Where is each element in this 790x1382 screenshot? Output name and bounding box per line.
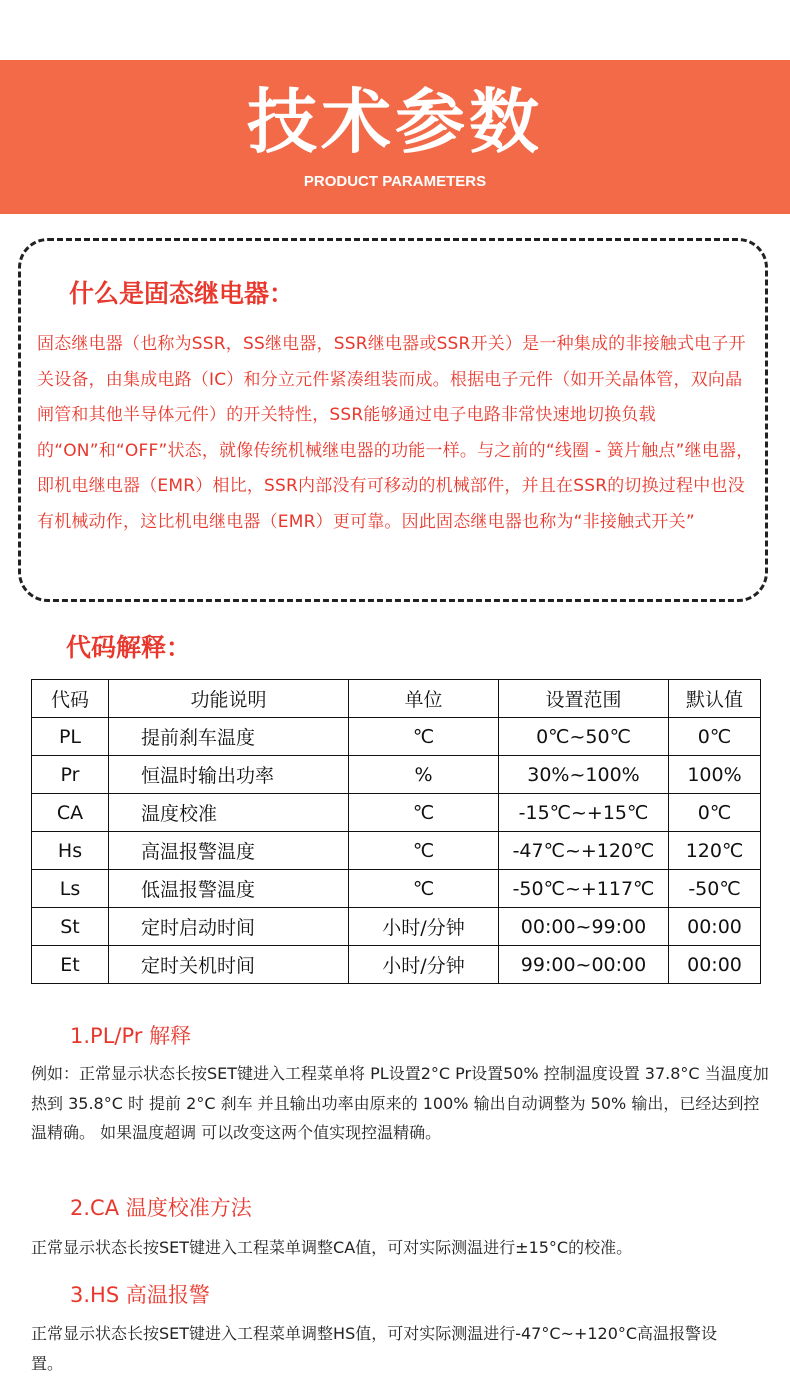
cell-default: 0℃ bbox=[669, 718, 761, 756]
cell-default: 100% bbox=[669, 756, 761, 794]
table-row bbox=[32, 908, 761, 946]
code-table bbox=[31, 679, 761, 984]
table-row bbox=[32, 718, 761, 756]
cell-code: Et bbox=[32, 946, 109, 984]
cell-unit: 小时/分钟 bbox=[349, 946, 499, 984]
table-row bbox=[32, 756, 761, 794]
header-range: 设置范围 bbox=[499, 680, 669, 718]
cell-function: 恒温时输出功率 bbox=[109, 756, 349, 794]
cell-function: 高温报警温度 bbox=[109, 832, 349, 870]
cell-code: Ls bbox=[32, 870, 109, 908]
header-function: 功能说明 bbox=[109, 680, 349, 718]
cell-code: Pr bbox=[32, 756, 109, 794]
cell-code: PL bbox=[32, 718, 109, 756]
table-row bbox=[32, 870, 761, 908]
page-title: 技术参数 bbox=[247, 81, 543, 163]
cell-default: -50℃ bbox=[669, 870, 761, 908]
cell-unit: ℃ bbox=[349, 718, 499, 756]
cell-code: Hs bbox=[32, 832, 109, 870]
code-section-title: 代码解释： bbox=[66, 633, 192, 662]
table-row bbox=[32, 794, 761, 832]
cell-unit: ℃ bbox=[349, 870, 499, 908]
cell-default: 00:00 bbox=[669, 946, 761, 984]
cell-range: 99:00~00:00 bbox=[499, 946, 669, 984]
page-subtitle: PRODUCT PARAMETERS bbox=[303, 173, 487, 190]
cell-range: 30%~100% bbox=[499, 756, 669, 794]
cell-function: 定时关机时间 bbox=[109, 946, 349, 984]
cell-code: St bbox=[32, 908, 109, 946]
cell-unit: % bbox=[349, 756, 499, 794]
cell-default: 0℃ bbox=[669, 794, 761, 832]
header-code: 代码 bbox=[32, 680, 109, 718]
cell-function: 低温报警温度 bbox=[109, 870, 349, 908]
cell-default: 120℃ bbox=[669, 832, 761, 870]
cell-unit: 小时/分钟 bbox=[349, 908, 499, 946]
note-pl-pr-title: 1.PL/Pr 解释 bbox=[70, 1024, 192, 1048]
cell-range: 0℃~50℃ bbox=[499, 718, 669, 756]
cell-function: 定时启动时间 bbox=[109, 908, 349, 946]
cell-range: -15℃~+15℃ bbox=[499, 794, 669, 832]
note-hs-title: 3.HS 高温报警 bbox=[70, 1283, 210, 1307]
ssr-intro-box bbox=[18, 238, 768, 602]
cell-range: -47℃~+120℃ bbox=[499, 832, 669, 870]
ssr-intro-paragraph: 固态继电器（也称为SSR，SS继电器，SSR继电器或SSR开关）是一种集成的非接触式电子开关设备，由集成电路（IC）和分立元件紧凑组装而成。根据电子元件（如开关晶体管，双向晶闸管和其他半导体元件）的开关特性，SSR能够通过电子电路非常快速地切换负载的“ON”和“OFF”状态，就像传统机械继电器的功能一样。与之前的“线圈 - 簧片触点”继电器，即机电继电器（EMR）相比，SSR内部没有可移动的机械部件，并且在SSR的切换过程中也没有机械动作，这比机电继电器（EMR）更可靠。因此固态继电器也称为“非接触式开关” bbox=[37, 334, 754, 532]
table-row bbox=[32, 832, 761, 870]
table-header-row bbox=[32, 680, 761, 718]
cell-unit: ℃ bbox=[349, 794, 499, 832]
cell-unit: ℃ bbox=[349, 832, 499, 870]
cell-function: 温度校准 bbox=[109, 794, 349, 832]
header-default: 默认值 bbox=[669, 680, 761, 718]
header-banner bbox=[0, 60, 790, 214]
cell-function: 提前刹车温度 bbox=[109, 718, 349, 756]
note-hs-text: 正常显示状态长按SET键进入工程菜单调整HS值，可对实际测温进行-47°C~+120°C高温报警设置。 bbox=[31, 1324, 718, 1373]
note-pl-pr-text: 例如：正常显示状态长按SET键进入工程菜单将 PL设置2°C Pr设置50% 控制温度设置 37.8°C 当温度加热到 35.8°C 时 提前 2°C 刹车 并且输出功率由原来的 100% 输出自动调整为 50% 输出，已经达到控温精确。 如果温度超调 可以改变这两个值实现控温精确。 bbox=[31, 1064, 769, 1142]
table-row bbox=[32, 946, 761, 984]
cell-range: -50℃~+117℃ bbox=[499, 870, 669, 908]
ssr-intro-title: 什么是固态继电器： bbox=[69, 279, 295, 308]
cell-default: 00:00 bbox=[669, 908, 761, 946]
note-ca-text: 正常显示状态长按SET键进入工程菜单调整CA值，可对实际测温进行±15°C的校准。 bbox=[31, 1238, 633, 1257]
cell-code: CA bbox=[32, 794, 109, 832]
cell-range: 00:00~99:00 bbox=[499, 908, 669, 946]
note-ca-title: 2.CA 温度校准方法 bbox=[70, 1196, 252, 1220]
header-unit: 单位 bbox=[349, 680, 499, 718]
